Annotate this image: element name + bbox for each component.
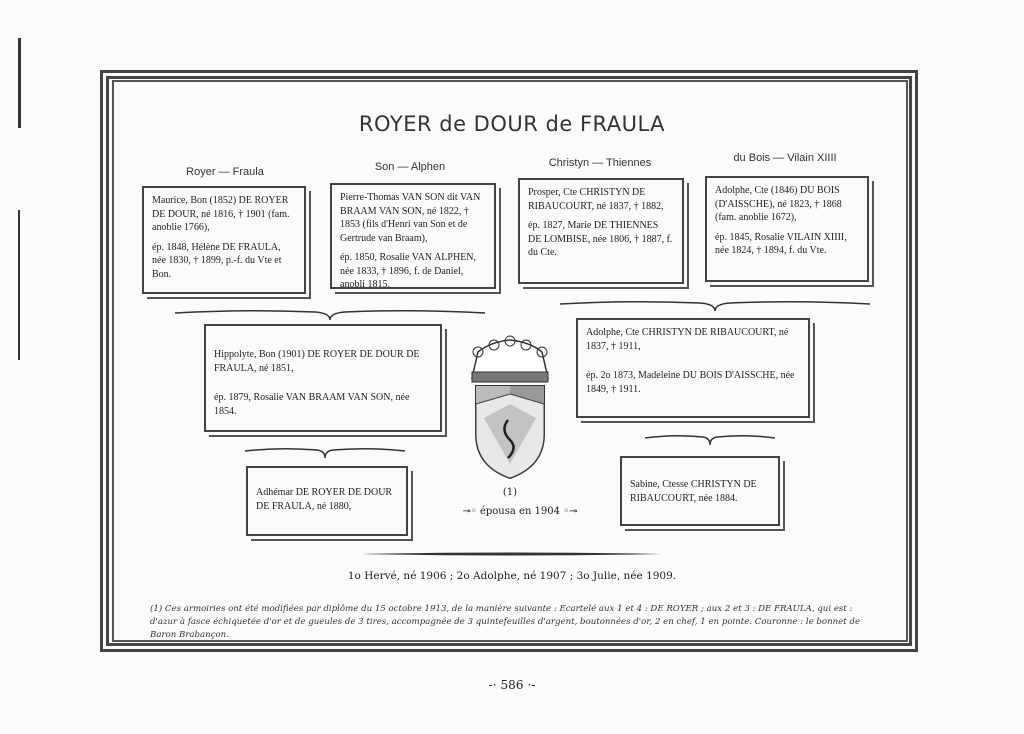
- connector-mark-icon: ◦⊸: [563, 506, 578, 517]
- lineage-brace: [645, 432, 775, 442]
- page-number: [0, 678, 1024, 692]
- column-heading: Royer — Fraula: [186, 166, 264, 178]
- entry-text: Pierre-Thomas VAN SON dit VAN BRAAM VAN SON, né 1822, † 1853 (fils d'Henri van Son et de Gertrude van Braam),: [340, 192, 481, 244]
- lineage-brace: [560, 298, 870, 308]
- genealogy-box-royer-fraula: [142, 186, 306, 294]
- entry-text: Sabine, Ctesse CHRISTYN DE RIBAUCOURT, née 1884.: [630, 479, 757, 504]
- marriage-note-text: épousa en 1904: [479, 506, 561, 517]
- connector-mark-icon: ⊸◦: [462, 506, 477, 517]
- entry-text: Maurice, Bon (1852) DE ROYER DE DOUR, né 1816, † 1901 (fam. anoblie 1766),: [152, 195, 290, 233]
- entry-text: ép. 1845, Rosalie VILAIN XIIII, née 1824, † 1894, f. du Vte.: [715, 231, 847, 256]
- descendants-rule: [362, 552, 662, 556]
- entry-text: Hippolyte, Bon (1901) DE ROYER DE DOUR DE FRAULA, né 1851,: [214, 349, 420, 374]
- genealogy-box-son-alphen: [330, 183, 496, 289]
- genealogy-box-adhemar: [246, 466, 408, 536]
- entry-text: Adhémar DE ROYER DE DOUR DE FRAULA, né 1880,: [256, 487, 393, 512]
- entry-text: ép. 1850, Rosalie VAN ALPHEN, née 1833, † 1896, f. de Daniel, anobli 1815.: [340, 252, 477, 290]
- entry-text: Prosper, Cte CHRISTYN DE RIBAUCOURT, né 1837, † 1882,: [528, 187, 664, 212]
- entry-text: ép. 1879, Rosalie VAN BRAAM VAN SON, née 1854.: [214, 392, 410, 417]
- entry-text: ép. 1848, Hélène DE FRAULA, née 1830, † 1899, p.-f. du Vte et Bon.: [152, 241, 282, 280]
- entry-text: ép. 1827, Marie DE THIENNES DE LOMBISE, née 1806, † 1887, f. du Cte.: [528, 220, 673, 258]
- entry-text: Adolphe, Cte (1846) DU BOIS (D'AISSCHE), né 1823, † 1868 (fam. anoblie 1672),: [715, 185, 842, 223]
- column-heading: du Bois — Vilain XIIII: [733, 152, 837, 164]
- column-heading: Christyn — Thiennes: [548, 157, 652, 169]
- page-title: ROYER de DOUR de FRAULA: [358, 112, 666, 136]
- lineage-brace: [175, 307, 485, 317]
- marriage-note: [450, 506, 590, 517]
- genealogy-box-adolphe-christyn: [576, 318, 810, 418]
- genealogy-box-dubois-vilain: [705, 176, 869, 282]
- children-line: 1o Hervé, né 1906 ; 2o Adolphe, né 1907 ; 3o Julie, née 1909.: [347, 570, 677, 582]
- genealogy-box-hippolyte: [204, 324, 442, 432]
- entry-text: Adolphe, Cte CHRISTYN DE RIBAUCOURT, né 1837, † 1911,: [586, 327, 789, 352]
- genealogy-box-sabine: [620, 456, 780, 526]
- arms-footnote-ref: (1): [502, 487, 518, 498]
- entry-text: ép. 2o 1873, Madeleine DU BOIS D'AISSCHE, née 1849, † 1911.: [586, 370, 795, 395]
- column-heading: Son — Alphen: [374, 161, 446, 173]
- lineage-brace: [245, 445, 405, 455]
- ornament-icon: -⋅: [488, 678, 497, 692]
- page-edge-mark: [18, 210, 20, 360]
- coat-of-arms-icon: [460, 334, 560, 488]
- footnote: (1) Ces armoiries ont été modifiées par diplôme du 15 octobre 1913, de la manière suivante : Ecartelé aux 1 et 4 : DE ROYER ; aux 2 et 3 : DE FRAULA, qui est : d'azur à fasce échiquetée d'or et de gueules de 3 tires, accompagnée de 3 quintefeuilles d'argent, boutonnées d'or, 2 en chef, 1 en pointe. Couronne : le bonnet de Baron Brabançon.: [150, 604, 861, 640]
- page-number-text: 586: [500, 678, 524, 692]
- genealogy-box-christyn-thiennes: [518, 178, 684, 284]
- ornament-icon: ⋅-: [527, 678, 536, 692]
